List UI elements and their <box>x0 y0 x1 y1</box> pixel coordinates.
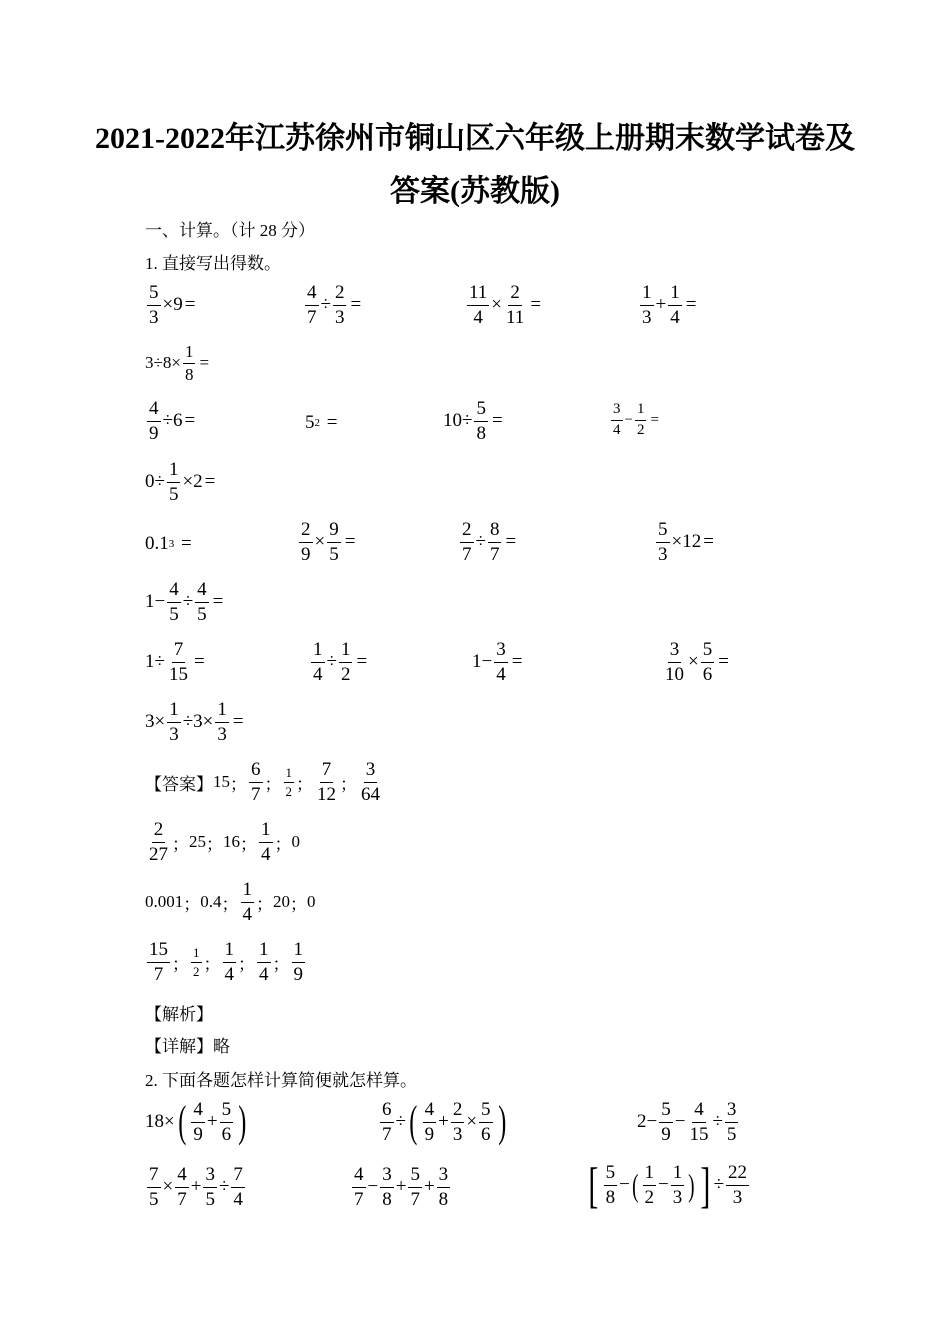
expr-11: 0.1 3 = <box>145 533 192 554</box>
expr-1: $\frac{5}{3}$ × 9 = <box>149 282 196 328</box>
expr-13: $\frac{2}{7}$ ÷ $\frac{8}{7}$ = <box>462 519 517 565</box>
detail-label: 【详解】略 <box>145 1037 230 1056</box>
q2-expr-1: 18 × ( $\frac{4}{9}$ + $\frac{5}{6}$ ) <box>145 1097 247 1147</box>
expr-19: $\frac{3}{10}$ × $\frac{5}{6}$ = <box>665 639 729 685</box>
expr-16: 1 ÷ $\frac{7}{15}$ = <box>145 639 205 685</box>
expr-8: 10 ÷ $\frac{5}{8}$ = <box>443 398 503 444</box>
expr-3: $\frac{11}{4}$ × $\frac{2}{11}$ = <box>469 282 542 328</box>
q2-expr-4: $\frac{7}{5}$ × $\frac{4}{7}$ + $\frac{3}{5}$ ÷ $\frac{7}{4}$ <box>149 1164 243 1210</box>
expr-6: $\frac{4}{9}$ ÷ 6 = <box>149 398 196 444</box>
q2-expr-5: $\frac{4}{7}$ − $\frac{3}{8}$ + $\frac{5}{7}$ + $\frac{3}{8}$ <box>354 1164 449 1210</box>
answer-line-2: $\frac{2}{27}$ ； 25 ； 16 ； $\frac{1}{4}$ ； 0 <box>149 819 300 865</box>
expr-20: 3 × $\frac{1}{3}$ ÷ 3 × $\frac{1}{3}$ = <box>145 699 244 745</box>
expr-10: 0 ÷ $\frac{1}{5}$ × 2 = <box>145 459 216 505</box>
q2-expr-2: $\frac{6}{7}$ ÷ ( $\frac{4}{9}$ + $\frac{2}{3}$ × $\frac{5}{6}$ ) <box>382 1097 506 1147</box>
section-1-heading: 一、计算。（计 28 分） <box>145 221 315 240</box>
answer-line-3: 0.001 ； 0.4 ； $\frac{1}{4}$ ； 20 ； 0 <box>145 879 316 925</box>
expr-15: 1 − $\frac{4}{5}$ ÷ $\frac{4}{5}$ = <box>145 579 224 625</box>
q2-expr-6: [ $\frac{5}{8}$ − ( $\frac{1}{2}$ − $\frac{1}{3}$ ) ] ÷ $\frac{22}{3}$ <box>588 1157 747 1213</box>
expr-7: 5 2 = <box>305 412 338 433</box>
expr-9: $\frac{3}{4}$ − $\frac{1}{2}$ = <box>613 401 659 438</box>
expr-12: $\frac{2}{9}$ × $\frac{9}{5}$ = <box>301 519 356 565</box>
title-line-1: 2021-2022年江苏徐州市铜山区六年级上册期末数学试卷及 <box>95 122 855 155</box>
analysis-label: 【解析】 <box>145 1005 213 1024</box>
question-2: 2. 下面各题怎样计算简便就怎样算。 <box>145 1071 417 1090</box>
expr-2: $\frac{4}{7}$ ÷ $\frac{2}{3}$ = <box>307 282 362 328</box>
answer-line-1: 【答案】 15 ； $\frac{6}{7}$ ； $\frac{1}{2}$ ； $\frac{7}{12}$ ； $\frac{3}{64}$ <box>145 759 380 805</box>
title-line-2: 答案(苏教版) <box>390 175 560 208</box>
expr-14: $\frac{5}{3}$ × 12 = <box>658 519 714 565</box>
q2-expr-3: 2 − $\frac{5}{9}$ − $\frac{4}{15}$ ÷ $\frac{3}{5}$ <box>637 1099 737 1145</box>
expr-4: $\frac{1}{3}$ + $\frac{1}{4}$ = <box>642 282 697 328</box>
expr-17: $\frac{1}{4}$ ÷ $\frac{1}{2}$ = <box>313 639 368 685</box>
expr-5: 3 ÷ 8 × $\frac{1}{8}$ = <box>145 342 210 384</box>
expr-18: 1 − $\frac{3}{4}$ = <box>472 639 523 685</box>
question-1: 1. 直接写出得数。 <box>145 254 281 273</box>
answer-line-4: $\frac{15}{7}$ ； $\frac{1}{2}$ ； $\frac{1}{4}$ ； $\frac{1}{4}$ ； $\frac{1}{9}$ <box>149 939 303 985</box>
